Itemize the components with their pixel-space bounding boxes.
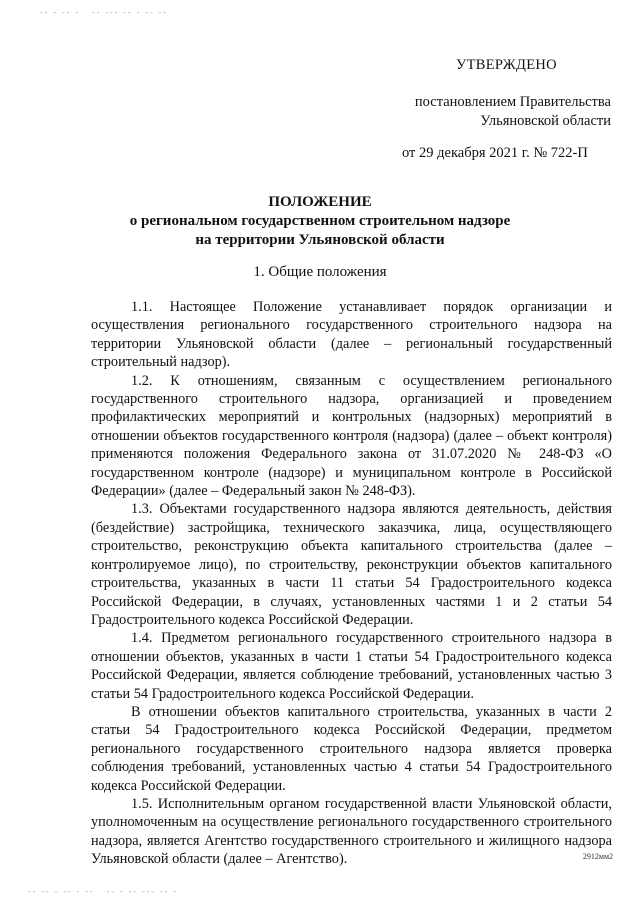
document-code: 2912мм2 [582, 852, 613, 861]
scan-artifact: -- - -- - -- --- -- - -- -- [40, 8, 168, 17]
section-heading: 1. Общие положения [253, 264, 387, 280]
decree-line-1: постановлением Правительства [414, 94, 611, 110]
document-title [0, 193, 640, 250]
paragraph-1-1: 1.1. Настоящее Положение устанавливает порядок организации и осуществления регионального государственного строительного надзора на территории Ульяновской области (далее – региональный государственный строительный надзор). [91, 299, 612, 371]
decree-reference [291, 93, 611, 131]
decree-date: от 29 декабря 2021 г. № 722-П [402, 145, 588, 161]
decree-line-2: Ульяновской области [480, 113, 611, 129]
title-line-2: о региональном государственном строительном надзоре [129, 213, 511, 229]
paragraph-1-3: 1.3. Объектами государственного надзора являются деятельность, действия (бездействие) застройщика, технического заказчика, лица, осуществляющего строительство, реконструкцию объекта капитального строительства (далее – контролируемое лицо), по строительству, реконструкции объектов капитального строительства, указанных в части 11 статьи 54 Градостроительного кодекса Российской Федерации, в случаях, установленных частями 1 и 2 статьи 54 Градостроительного кодекса Российской Федерации. [91, 501, 612, 628]
paragraph-1-2: 1.2. К отношениям, связанным с осуществлением регионального государственного строительного надзора, организацией и проведением профилактических мероприятий и контрольных (надзорных) мероприятий в отношении объектов государственного контроля (надзора) (далее – объект контроля) применяются положения Федерального закона от 31.07.2020 № 248-ФЗ «О государственном контроле (надзоре) и муниципальном контроле в Российской Федерации» (далее – Федеральный закон № 248-ФЗ). [91, 372, 612, 500]
title-line-3: на территории Ульяновской области [195, 232, 445, 248]
document-body [91, 298, 612, 869]
approved-stamp: УТВЕРЖДЕНО [456, 57, 557, 73]
scan-artifact-bottom: -- -- - -- - -- -- - -- --- -- - [28, 887, 178, 896]
paragraph-1-4-continued: В отношении объектов капитального строительства, указанных в части 2 статьи 54 Градостроительного кодекса Российской Федерации, предметом регионального государственного строительного надзора является проверка соблюдения требований, установленных частью 4 статьи 54 Градостроительного кодекса Российской Федерации. [91, 703, 612, 794]
paragraph-1-5: 1.5. Исполнительным органом государственной власти Ульяновской области, уполномоченным на осуществление регионального государственного строительного надзора, является Агентство государственного строительного и жилищного надзора Ульяновской области (далее – Агентство). [91, 795, 612, 868]
title-line-1: ПОЛОЖЕНИЕ [268, 194, 372, 210]
paragraph-1-4: 1.4. Предметом регионального государственного строительного надзора в отношении объектов, указанных в части 1 статьи 54 Градостроительного кодекса Российской Федерации, является соблюдение требований, установленных частью 3 статьи 54 Градостроительного кодекса Российской Федерации. [91, 630, 612, 702]
